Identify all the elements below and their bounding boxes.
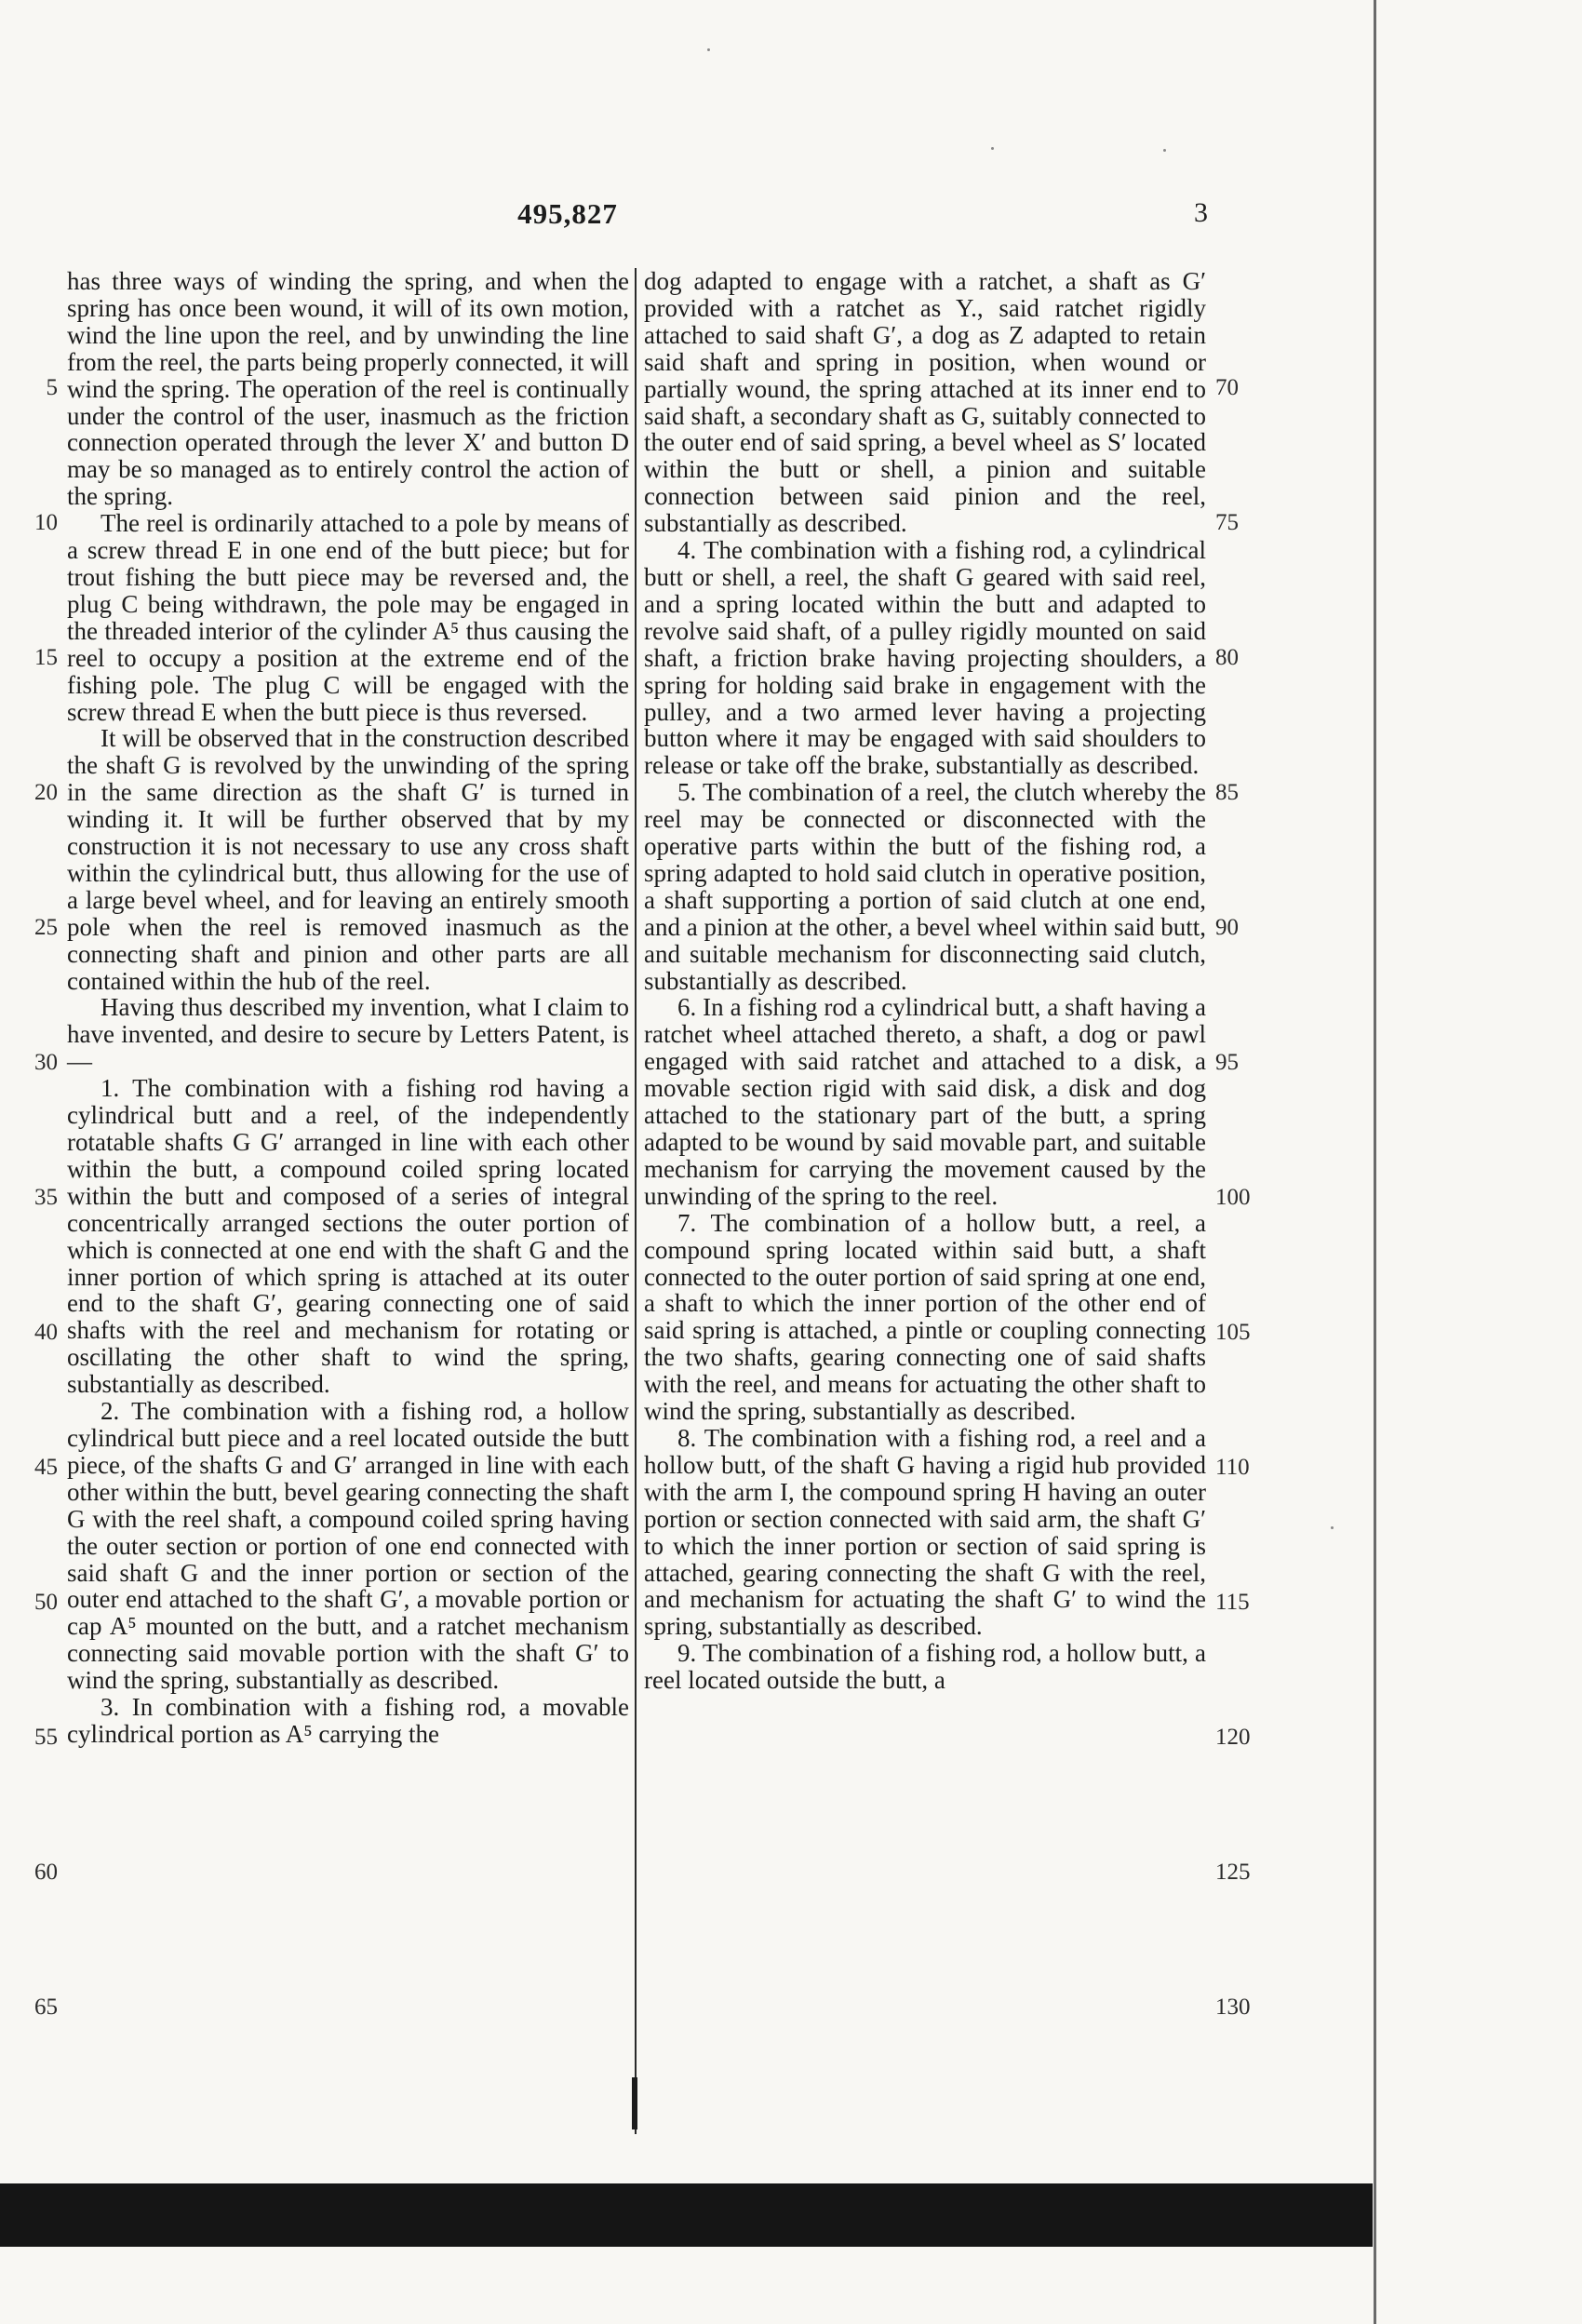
- paragraph: dog adapted to engage with a ratchet, a shaft as G′ provided with a ratchet as Y., said ratchet rigidly attached to said shaft G′, a dog as Z adapted to retain said shaft and spring in position, when wound or partially wound, the spring attached at its inner end to said shaft, a secondary shaft as G, suitably connected to the outer end of said spring, a bevel wheel as S′ located within the butt or shell, a pinion and suitable connection between said pinion and the reel, substantially as described.: [644, 267, 1206, 538]
- paragraph: It will be observed that in the construction described the shaft G is revolved by the unwinding of the spring in the same direction as the shaft G′ is turned in winding it. It will be further observed that by my construction it is not necessary to use any cross shaft within the cylindrical butt, thus allowing for the use of a large bevel wheel, and for leaving an entirely smooth pole when the reel is removed inasmuch as the connecting shaft and pinion and other parts are all contained within the hub of the reel.: [67, 724, 629, 995]
- line-number: 70: [1215, 375, 1239, 400]
- scan-speck: [1163, 149, 1166, 152]
- line-number: 85: [1215, 780, 1239, 805]
- page-number: 3: [1194, 197, 1208, 228]
- line-number: 25: [34, 915, 58, 940]
- claim-9: 9. The combination of a fishing rod, a hollow butt, a reel located outside the butt, a: [644, 1639, 1206, 1695]
- column-divider: [635, 268, 637, 2134]
- claim-5: 5. The combination of a reel, the clutch whereby the reel may be connected or disconnected with the operative parts within the butt of the fishing rod, a spring adapted to hold said clutch in operative position, a shaft supporting a portion of said clutch at one end, and a pinion at the other, a bevel wheel within said butt, and suitable mechanism for disconnecting said clutch, substantially as described.: [644, 778, 1207, 995]
- scan-speck: [1331, 1526, 1334, 1529]
- left-column: [67, 268, 629, 2134]
- paragraph: has three ways of winding the spring, and when the spring has once been wound, it will of its own motion, wind the line upon the reel, and by unwinding the line from the reel, the parts being properly connected, it will wind the spring. The operation of the reel is continually under the control of the user, inasmuch as the friction connection operated through the lever X′ and button D may be so managed as to entirely control the action of the spring.: [67, 267, 629, 511]
- line-number: 115: [1215, 1590, 1250, 1615]
- line-number: 45: [34, 1455, 58, 1480]
- claim-2: 2. The combination with a fishing rod, a hollow cylindrical butt piece and a reel located outside the butt piece, of the shafts G and G′ arranged in line with each other within the butt, bevel gearing connecting the shaft G with the reel shaft, a compound coiled spring having the outer section or portion of one end connected with said shaft G and the inner portion or section of the outer end attached to the shaft G′, a movable portion or cap A⁵ mounted on the butt, and a ratchet mechanism connecting said movable portion with the shaft G′ to wind the spring, substantially as described.: [67, 1397, 629, 1695]
- claim-4: 4. The combination with a fishing rod, a cylindrical butt or shell, a reel, the shaft G geared with said reel, and a spring located within the butt and adapted to revolve said shaft, of a pulley rigidly mounted on said shaft, a friction brake having projecting shoulders, a spring for holding said brake in engagement with the pulley, and a two armed lever having a projecting button where it may be engaged with said shoulders to release or take off the brake, substantially as described.: [644, 536, 1206, 780]
- line-number: 95: [1215, 1050, 1239, 1075]
- line-number: 130: [1215, 1995, 1251, 2020]
- line-number: 65: [34, 1995, 58, 2020]
- scan-bottom-band: [0, 2183, 1373, 2247]
- line-number: 80: [1215, 645, 1239, 670]
- claim-1: 1. The combination with a fishing rod having a cylindrical butt and a reel, of the independently rotatable shafts G G′ arranged in line with each other within the butt, a compound coiled spring located within the butt and composed of a series of integral concentrically arranged sections the outer portion of which is connected at one end with the shaft G and the inner portion of which spring is attached at its outer end to the shaft G′, gearing connecting one of said shafts with the reel and mechanism for rotating or oscillating the other shaft to wind the spring, substantially as described.: [67, 1074, 629, 1399]
- column-divider-mark: [632, 2077, 637, 2129]
- line-number: 125: [1215, 1860, 1251, 1885]
- line-number: 10: [34, 510, 58, 535]
- line-number: 50: [34, 1590, 58, 1615]
- scan-edge-line: [1374, 0, 1376, 2324]
- claim-3: 3. In combination with a fishing rod, a movable cylindrical portion as A⁵ carrying the: [67, 1693, 629, 1748]
- line-number: 90: [1215, 915, 1239, 940]
- line-number: 15: [34, 645, 58, 670]
- right-line-numbers: [1208, 268, 1282, 2134]
- scan-speck: [707, 48, 710, 51]
- line-number: 105: [1215, 1320, 1251, 1345]
- claim-8: 8. The combination with a fishing rod, a reel and a hollow butt, of the shaft G having a rigid hub provided with the arm I, the compound spring H having an outer portion or section connected with said arm, the shaft G′ to which the inner portion or section of said spring is attached, gearing connecting the shaft G with the reel, and mechanism for actuating the shaft G′ to wind the spring, substantially as described.: [644, 1423, 1206, 1641]
- paragraph: The reel is ordinarily attached to a pole by means of a screw thread E in one end of the butt piece; but for trout fishing the butt piece may be reversed and, the plug C being withdrawn, the pole may be engaged in the threaded interior of the cylinder A⁵ thus causing the reel to occupy a position at the extreme end of the fishing pole. The plug C will be engaged with the screw thread E when the butt piece is thus reversed.: [67, 509, 629, 726]
- line-number: 120: [1215, 1725, 1251, 1750]
- line-number: 55: [34, 1725, 58, 1750]
- line-number: 100: [1215, 1185, 1251, 1210]
- line-number: 110: [1215, 1455, 1250, 1480]
- line-number: 75: [1215, 510, 1239, 535]
- line-number: 40: [34, 1320, 58, 1345]
- left-line-numbers: [0, 268, 65, 2134]
- claim-6: 6. In a fishing rod a cylindrical butt, a shaft having a ratchet wheel attached thereto, a shaft, a dog or pawl engaged with said ratchet and attached to a disk, a movable section rigid with said disk, a disk and dog attached to the stationary part of the butt, a spring adapted to be wound by said movable part, and suitable mechanism for carrying the movement caused by the unwinding of the spring to the reel.: [644, 993, 1206, 1210]
- paragraph: Having thus described my invention, what I claim to have invented, and desire to secure by Letters Patent, is—: [67, 993, 629, 1076]
- line-number: 20: [34, 780, 58, 805]
- right-column: [644, 268, 1206, 2134]
- line-number: 5: [46, 375, 58, 400]
- line-number: 35: [34, 1185, 58, 1210]
- claim-7: 7. The combination of a hollow butt, a reel, a compound spring located within said butt, a shaft connected to the outer portion of said spring at one end, a shaft to which the inner portion of the other end of said spring is attached, a pintle or coupling connecting the two shafts, gearing connecting one of said shafts with the reel, and means for actuating the other shaft to wind the spring, substantially as described.: [644, 1208, 1206, 1426]
- scan-speck: [991, 147, 994, 150]
- line-number: 60: [34, 1860, 58, 1885]
- line-number: 30: [34, 1050, 58, 1075]
- patent-number: 495,827: [517, 197, 618, 230]
